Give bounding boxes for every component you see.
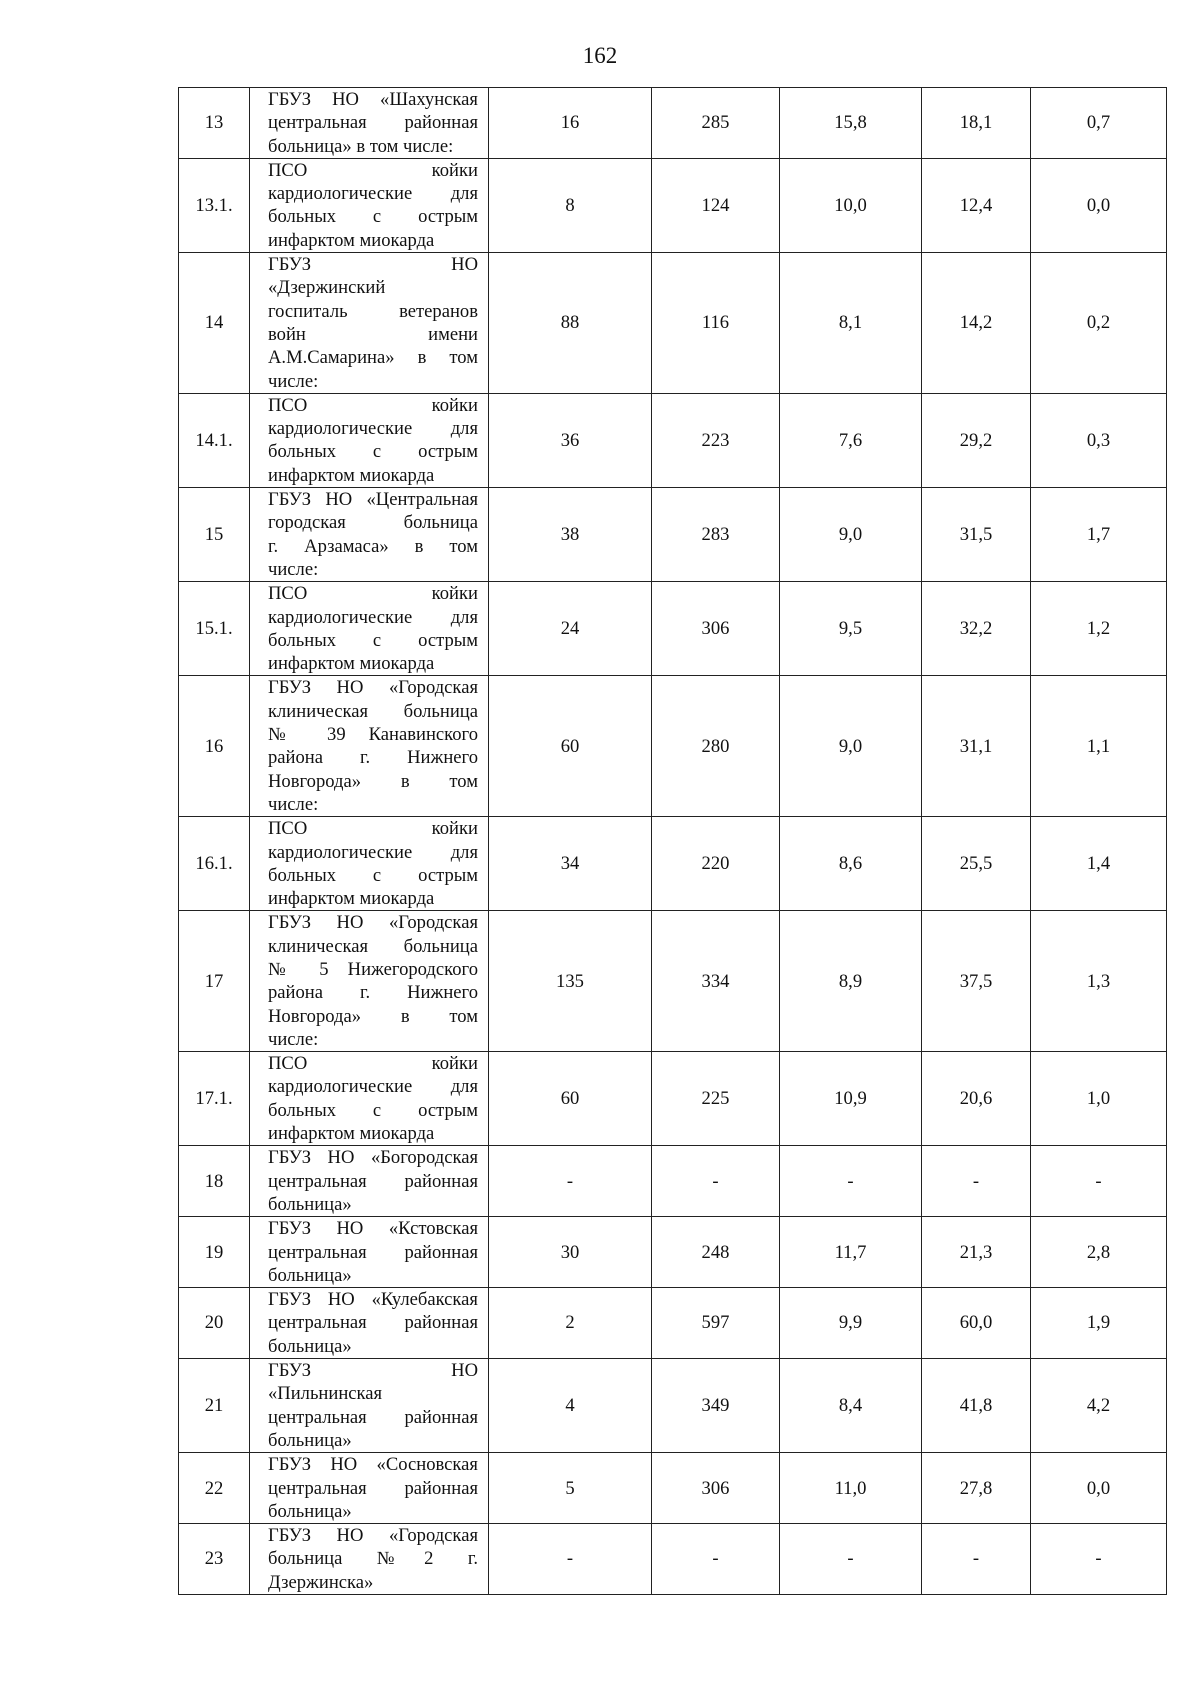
value-cell-col-4: 29,2 [922,393,1031,487]
table-body [179,88,1167,1595]
value-cell-col-2: 225 [652,1052,780,1146]
value-cell-col-2: 349 [652,1359,780,1453]
institution-name-line: больница» [268,1429,352,1451]
row-number-cell: 14 [179,253,250,394]
institution-name-line: кардиологические для [268,841,478,863]
value-cell-col-3: 8,6 [780,817,922,911]
value-cell-col-1: 8 [489,158,652,252]
institution-name-line: ГБУЗ НО «Кстовская [268,1218,478,1240]
institution-name-line: Дзержинска» [268,1571,374,1593]
table-row [179,1453,1167,1524]
value-cell-col-3: 11,7 [780,1217,922,1288]
table-row [179,253,1167,394]
institution-name-line: клиническая больница [268,700,478,722]
value-cell-col-3: 8,4 [780,1359,922,1453]
value-cell-col-2: 124 [652,158,780,252]
institution-name-line: ГБУЗ НО «Городская [268,912,478,934]
institution-name-line: ПСО койки [268,159,478,181]
value-cell-col-5: - [1031,1524,1167,1595]
institution-name-line: А.М.Самарина» в том [268,347,478,369]
institution-name-line: ГБУЗ НО «Богородская [268,1147,478,1169]
value-cell-col-4: 31,1 [922,676,1031,817]
institution-name-line: ГБУЗ НО «Городская [268,677,478,699]
value-cell-col-1: 60 [489,1052,652,1146]
institution-name-line: ПСО койки [268,1053,478,1075]
table-row [179,1052,1167,1146]
institution-name-line: Новгорода» в том [268,770,478,792]
table-row [179,393,1167,487]
value-cell-col-3: 10,0 [780,158,922,252]
value-cell-col-4: 18,1 [922,88,1031,159]
institution-name-line: больница №2 г. [268,1548,478,1570]
institution-name-line: госпиталь ветеранов [268,300,478,322]
value-cell-col-4: 20,6 [922,1052,1031,1146]
value-cell-col-5: 4,2 [1031,1359,1167,1453]
value-cell-col-5: 1,0 [1031,1052,1167,1146]
value-cell-col-1: 36 [489,393,652,487]
institution-name-line: числе: [268,1028,319,1050]
institution-name-line: больница» [268,1264,352,1286]
institution-name-cell [250,1524,489,1595]
institution-name-line: числе: [268,558,319,580]
institution-name-line: кардиологические для [268,1076,478,1098]
institution-name-line: войн имени [268,323,478,345]
value-cell-col-1: 4 [489,1359,652,1453]
value-cell-col-2: - [652,1524,780,1595]
institution-name-line: ГБУЗ НО «Центральная [268,489,478,511]
institution-name-line: ПСО койки [268,818,478,840]
institution-name-line: центральная районная [268,112,478,134]
institution-name-line: ПСО койки [268,583,478,605]
value-cell-col-3: 9,5 [780,582,922,676]
value-cell-col-3: - [780,1524,922,1595]
value-cell-col-4: 14,2 [922,253,1031,394]
value-cell-col-3: 11,0 [780,1453,922,1524]
value-cell-col-2: 220 [652,817,780,911]
value-cell-col-3: 8,9 [780,911,922,1052]
institution-name-line: кардиологические для [268,606,478,628]
institution-name-cell [250,582,489,676]
table-row [179,1288,1167,1359]
value-cell-col-3: 9,9 [780,1288,922,1359]
value-cell-col-5: 0,2 [1031,253,1167,394]
value-cell-col-4: 60,0 [922,1288,1031,1359]
row-number-cell: 18 [179,1146,250,1217]
value-cell-col-1: - [489,1524,652,1595]
institution-name-line: кардиологические для [268,183,478,205]
value-cell-col-2: 306 [652,1453,780,1524]
institution-name-line: инфарктом миокарда [268,464,435,486]
institution-name-line: больных с острым [268,864,478,886]
value-cell-col-5: 1,3 [1031,911,1167,1052]
value-cell-col-3: 15,8 [780,88,922,159]
value-cell-col-5: 0,3 [1031,393,1167,487]
institution-name-line: № 5 Нижегородского [268,958,478,980]
table-row [179,1359,1167,1453]
institution-name-line: больница» [268,1500,352,1522]
value-cell-col-5: 1,9 [1031,1288,1167,1359]
value-cell-col-5: 1,1 [1031,676,1167,817]
row-number-cell: 16.1. [179,817,250,911]
value-cell-col-4: 25,5 [922,817,1031,911]
value-cell-col-4: 37,5 [922,911,1031,1052]
value-cell-col-3: 9,0 [780,488,922,582]
institution-name-line: центральная районная [268,1477,478,1499]
table-row [179,488,1167,582]
institution-name-line: больных с острым [268,441,478,463]
institution-name-line: № 39 Канавинского [268,724,478,746]
institution-name-line: числе: [268,793,319,815]
value-cell-col-3: 9,0 [780,676,922,817]
hospital-stats-table [178,87,1167,1595]
value-cell-col-1: 5 [489,1453,652,1524]
value-cell-col-5: 1,4 [1031,817,1167,911]
value-cell-col-5: 0,0 [1031,158,1167,252]
table-row [179,676,1167,817]
institution-name-line: ПСО койки [268,394,478,416]
value-cell-col-2: 334 [652,911,780,1052]
value-cell-col-4: 12,4 [922,158,1031,252]
value-cell-col-4: 31,5 [922,488,1031,582]
institution-name-line: ГБУЗ НО «Шахунская [268,89,478,110]
institution-name-cell [250,253,489,394]
institution-name-line: инфарктом миокарда [268,229,435,251]
value-cell-col-2: 597 [652,1288,780,1359]
row-number-cell: 20 [179,1288,250,1359]
value-cell-col-1: 60 [489,676,652,817]
value-cell-col-1: 24 [489,582,652,676]
row-number-cell: 14.1. [179,393,250,487]
institution-name-line: больных с острым [268,629,478,651]
table-row [179,582,1167,676]
table-row [179,1146,1167,1217]
row-number-cell: 17 [179,911,250,1052]
institution-name-line: инфарктом миокарда [268,888,435,910]
institution-name-line: Новгорода» в том [268,1005,478,1027]
value-cell-col-4: - [922,1146,1031,1217]
row-number-cell: 17.1. [179,1052,250,1146]
institution-name-cell [250,88,489,159]
value-cell-col-2: 116 [652,253,780,394]
row-number-cell: 13.1. [179,158,250,252]
value-cell-col-4: - [922,1524,1031,1595]
row-number-cell: 19 [179,1217,250,1288]
value-cell-col-2: 283 [652,488,780,582]
institution-name-line: больница» [268,1193,352,1215]
institution-name-line: района г. Нижнего [268,747,478,769]
row-number-cell: 23 [179,1524,250,1595]
row-number-cell: 22 [179,1453,250,1524]
row-number-cell: 15.1. [179,582,250,676]
institution-name-line: ГБУЗ НО «Городская [268,1525,478,1547]
value-cell-col-3: 10,9 [780,1052,922,1146]
value-cell-col-4: 27,8 [922,1453,1031,1524]
value-cell-col-5: 1,2 [1031,582,1167,676]
institution-name-line: района г. Нижнего [268,982,478,1004]
institution-name-line: центральная районная [268,1241,478,1263]
table-row [179,158,1167,252]
value-cell-col-4: 32,2 [922,582,1031,676]
row-number-cell: 15 [179,488,250,582]
value-cell-col-1: 135 [489,911,652,1052]
value-cell-col-1: 30 [489,1217,652,1288]
value-cell-col-5: 1,7 [1031,488,1167,582]
value-cell-col-4: 21,3 [922,1217,1031,1288]
institution-name-cell [250,1052,489,1146]
institution-name-line: ГБУЗ НО [268,1360,478,1382]
value-cell-col-2: 306 [652,582,780,676]
value-cell-col-1: 2 [489,1288,652,1359]
value-cell-col-5: 0,7 [1031,88,1167,159]
table-row [179,88,1167,159]
value-cell-col-1: - [489,1146,652,1217]
institution-name-cell [250,393,489,487]
institution-name-line: инфарктом миокарда [268,653,435,675]
institution-name-cell [250,158,489,252]
value-cell-col-1: 38 [489,488,652,582]
value-cell-col-1: 34 [489,817,652,911]
institution-name-line: ГБУЗ НО [268,254,478,276]
institution-name-line: «Пильнинская [268,1383,383,1405]
value-cell-col-3: 8,1 [780,253,922,394]
table-row [179,911,1167,1052]
institution-name-line: больница» в том числе: [268,135,454,157]
institution-name-cell [250,817,489,911]
value-cell-col-5: - [1031,1146,1167,1217]
institution-name-cell [250,1288,489,1359]
institution-name-line: «Дзержинский [268,277,386,299]
value-cell-col-1: 16 [489,88,652,159]
row-number-cell: 16 [179,676,250,817]
institution-name-line: ГБУЗ НО «Сосновская [268,1454,478,1476]
row-number-cell: 13 [179,88,250,159]
institution-name-cell [250,488,489,582]
value-cell-col-5: 2,8 [1031,1217,1167,1288]
institution-name-cell [250,1453,489,1524]
page-number: 162 [582,43,618,68]
institution-name-line: центральная районная [268,1312,478,1334]
value-cell-col-2: 248 [652,1217,780,1288]
table-row [179,1217,1167,1288]
value-cell-col-2: 280 [652,676,780,817]
value-cell-col-3: 7,6 [780,393,922,487]
table-row [179,817,1167,911]
value-cell-col-4: 41,8 [922,1359,1031,1453]
institution-name-line: клиническая больница [268,935,478,957]
value-cell-col-2: 223 [652,393,780,487]
row-number-cell: 21 [179,1359,250,1453]
institution-name-line: городская больница [268,512,478,534]
institution-name-line: центральная районная [268,1406,478,1428]
institution-name-line: инфарктом миокарда [268,1123,435,1145]
institution-name-cell [250,911,489,1052]
institution-name-cell [250,1146,489,1217]
institution-name-line: больных с острым [268,1099,478,1121]
institution-name-line: г. Арзамаса» в том [268,535,478,557]
value-cell-col-3: - [780,1146,922,1217]
institution-name-cell [250,1217,489,1288]
value-cell-col-2: - [652,1146,780,1217]
value-cell-col-2: 285 [652,88,780,159]
institution-name-line: ГБУЗ НО «Кулебакская [268,1289,478,1311]
institution-name-line: больница» [268,1335,352,1357]
institution-name-line: центральная районная [268,1170,478,1192]
value-cell-col-1: 88 [489,253,652,394]
table-row [179,1524,1167,1595]
value-cell-col-5: 0,0 [1031,1453,1167,1524]
institution-name-line: числе: [268,370,319,392]
institution-name-cell [250,1359,489,1453]
institution-name-line: больных с острым [268,206,478,228]
institution-name-cell [250,676,489,817]
institution-name-line: кардиологические для [268,418,478,440]
